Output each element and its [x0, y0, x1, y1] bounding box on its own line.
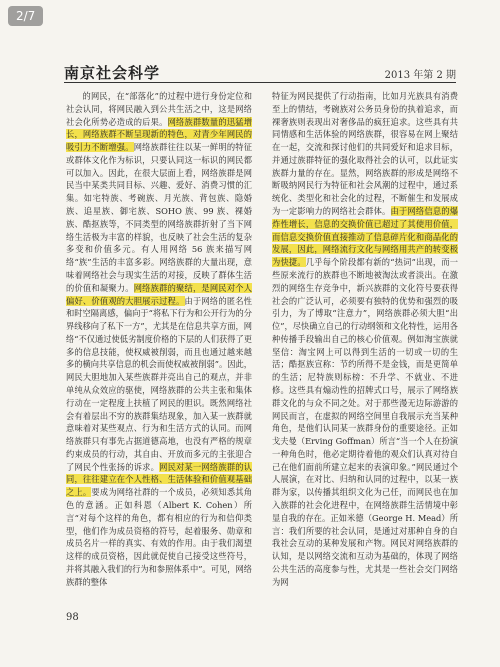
page-counter: 2/7 — [8, 6, 43, 26]
body-text: 由于网络的匿名性和时空隔离感，偏向于“将私下行为和公开行为的分界线移向了私下一方”，尤其是在信息共享方面，网络“不仅通过使低劣制度价格的下层的人们获得了更多的信息技能，使权威被削弱，而且也通过越来越多的横向共享信息的机会而使权威被削弱”。因此，网民大胆地加入某些族群并亮出自己的观点，并非单纯从众效应的驱使，网络族群的公共主张和集体行动在一定程度上扶植了网民的胆识。既然网络社会有着层出不穷的族群集结现象，加入某一族群就意味着对某些观点、行为和生活方式的认同。而网络族群只有事先占据道德高地，也没有严格的规章约束成员的行动，其自由、开放而多元的主张迎合了网民个性张扬的诉求。 — [66, 295, 253, 472]
body-text: 几乎每个阶段都有新的“热词”出现，而一些原来流行的族群也不断地被淘汰或者淡出。在激烈的网络生存竞争中，新兴族群的文化符号要获得社会的广泛认可，必须要有独特的优势和强烈的吸引力，为了博取“注意力”，网络族群必须大胆“出位”，尽快确立自己的行动纲领和文化特性，运用各种传播手段输出自己的核心价值观。例如淘宝族就坚信：淘宝网上可以得到生活的一切或一切的生活；酷抠族宣称：节约所得不是金钱，而是更简单的生活；尼特族则标榜：不升学、不就业、不进修。这些具有煽动性的招牌式口号，展示了网络族群文化的与众不同之处。对于那些漫无边际游游的网民而言，在虚拟的网络空间里自我展示充当某种角色，是他们认同某一族群身份的重要途径。正如戈夫曼（Erving Goffman）所言“当一个人在扮演一种角色时，他必定期待着他的观众们认真对待自己在他们面前所建立起来的表演印象。”网民通过个人展演，在对比、归纳和认同的过程中，以某一族群为家，以传播其组织文化为己任，而网民也在加入族群的社会化进程中，在网络族群生活情境中彰显自我的存在。 — [272, 257, 459, 523]
journal-title: 南京社会科学 — [64, 64, 161, 82]
left-column-text — [66, 90, 252, 588]
right-column — [272, 90, 458, 588]
left-column — [66, 90, 252, 588]
right-column-text — [272, 90, 458, 588]
body-text: 正如米德（George H. Mead）所言：我们所要的社会认同，是通过对那种自身的自我社会互动的某种发展和产物。网民对网络族群的认知，是以网络交流和互动为基础的，体现了网络公共生活的高度参与性，尤其是一些社会交门网络为网 — [272, 512, 459, 587]
highlighted-sentence: 网络族群的聚结，是网民对个人偏好、价值观的大胆展示过程。 — [66, 282, 253, 306]
body-text: 特征为网民提供了行动指南，比如月光族具有消费至上的情结，考碗族对公务员身份的执着追求，而裸奢族则表现出对奢侈品的疯狂追求。这些具有共同情感和生活体验的网络族群，很容易在网上聚结在一起，交流和探讨他们的共同爱好和追求目标，并通过族群特征的强化取得社会的认可，以此证实族群力量的存在。显然，网络族群的形成是网络不断吸纳网民行为特征和社会风潮的过程中，通过系统化、类型化和社会化的过程，不断催生和发展成为一定影响力的网络社会群体。 — [272, 91, 458, 217]
body-text: 网络族群往往以某一鲜明的特征或群体文化作为标识，只要认同这一标识的网民都可以加入。因此，在很大层面上看，网络族群是网民当中某类共同目标、兴趣、爱好、消费习惯的汇集。如宅特族、考碗族、月光族、背包族、隐婚族、追星族、御宅族、SOHO 族、99 族、裸婚族、酷抠族等，不同类型的网络族群折射了当下网络生活极为丰富的样貌，也反映了社会生活的复杂多变和价值多元。有人用网络 56 族来描写网络“族”生活的丰富多彩。网络族群的大量出现，意味着网络社会与现实生活的对接，反映了群体生活的价值和凝聚力。 — [66, 142, 253, 293]
issue-label: 2013 年第 2 期 — [384, 70, 456, 81]
page-number: 98 — [66, 612, 79, 623]
body-text: 的网民，在“部落化”的过程中进行身份定位和社会认同，将网民融入到公共生活之中，这是网络社会化所势必造成的后果。 — [66, 91, 252, 127]
highlighted-sentence: 由于网络信息的爆炸性增长，信息的交换价值已超过了其使用价值，而信息交换价值直接推动了信息碎片化和商品化的发展，因此，网络流行文化与网络用共产的转变极为快捷。 — [272, 206, 459, 268]
highlighted-sentence: 网民对某一网络族群的认同，往往建立在个人性格、生活体验和价值观基础之上。 — [66, 461, 253, 498]
running-header — [64, 62, 456, 83]
body-text: 要成为网络社群的一个成员，必须知悉其角色的意涵。正如科恩（Albert K. Cohen）所言“对每个这样的角色，都有相应的行为和信仰类型，他们作为成员资格的符号，起着服务、勋章和成员名片一样的真实、有效的作用。由于我们渴望这样的成员资格，因此就促使自己接受这些符号，并将其融入我们的行为和参照体系中”。可见，网络族群的整体 — [66, 487, 253, 587]
highlighted-sentence: 网络族群数量的迅猛增长，网络族群不断呈现新的特色，对青少年网民的吸引力不断增强。 — [66, 116, 253, 153]
